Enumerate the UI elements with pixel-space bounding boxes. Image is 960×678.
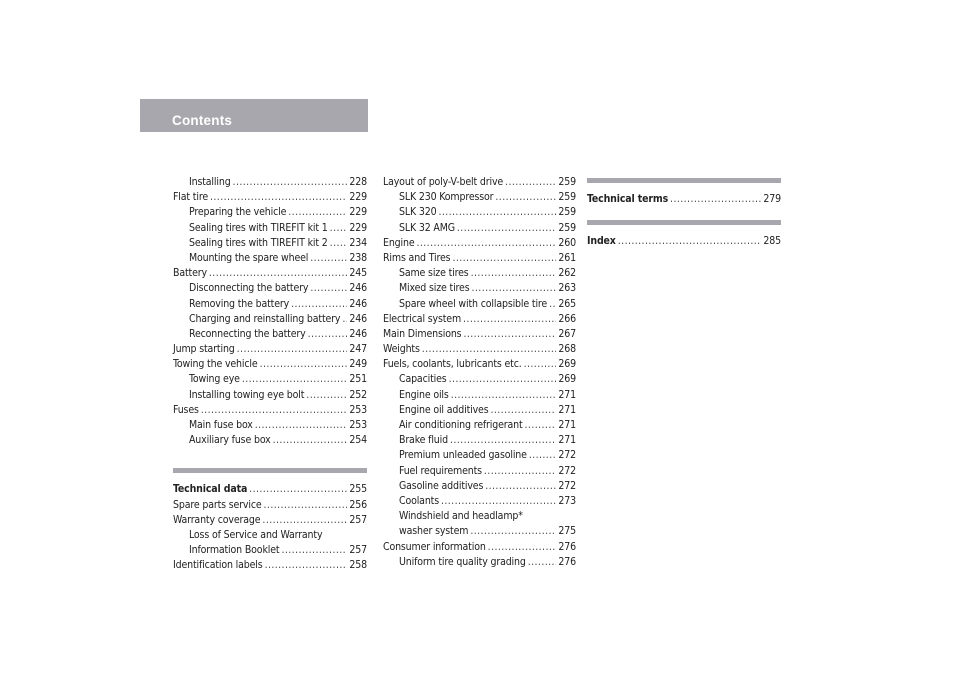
toc-page-number: 228 <box>349 176 367 188</box>
dot-leader <box>549 297 556 312</box>
toc-entry[interactable] <box>383 403 576 418</box>
dot-leader <box>485 479 556 494</box>
toc-page-number: 253 <box>349 403 367 416</box>
toc-entry-label: Sealing tires with TIREFIT kit 1 <box>189 221 328 234</box>
dot-leader <box>488 540 556 555</box>
toc-entry[interactable] <box>383 327 576 342</box>
dot-leader <box>310 281 347 296</box>
toc-entry[interactable] <box>173 357 367 372</box>
toc-entry[interactable] <box>383 433 576 448</box>
toc-entry[interactable] <box>383 479 576 494</box>
toc-entry-label: Battery <box>173 267 207 280</box>
toc-entry-label: Coolants <box>399 494 439 507</box>
toc-entry[interactable] <box>173 433 367 448</box>
toc-page-number: 285 <box>763 235 781 248</box>
toc-page-number: 259 <box>558 221 576 234</box>
toc-entry[interactable] <box>173 205 367 220</box>
toc-page-number: 246 <box>349 282 367 295</box>
toc-entry[interactable] <box>383 175 576 190</box>
dot-leader <box>471 266 556 281</box>
toc-entry[interactable] <box>383 357 576 372</box>
dot-leader <box>618 234 761 249</box>
toc-entry-label: Weights <box>383 343 420 356</box>
toc-entry-label: Spare wheel with collapsible tire <box>399 297 548 310</box>
toc-page-number: 238 <box>349 251 367 264</box>
toc-entry-label: Reconnecting the battery <box>189 327 306 340</box>
dot-leader <box>260 357 347 372</box>
toc-entry[interactable] <box>173 498 367 513</box>
toc-entry-label: Charging and reinstalling battery <box>189 312 341 325</box>
toc-page-number: 246 <box>349 327 367 340</box>
toc-page-number: 271 <box>558 419 576 431</box>
toc-entry-label: Information Booklet <box>189 544 280 557</box>
toc-entry[interactable] <box>383 266 576 281</box>
toc-page-number: 249 <box>349 358 367 371</box>
toc-entry-label: Loss of Service and Warranty <box>189 528 323 541</box>
toc-entry[interactable] <box>383 221 576 236</box>
dot-leader <box>450 433 556 448</box>
toc-page-number: 263 <box>558 282 576 295</box>
toc-page-number: 246 <box>349 297 367 310</box>
toc-entry[interactable] <box>383 190 576 205</box>
toc-entry[interactable] <box>383 494 576 509</box>
dot-leader <box>330 221 347 236</box>
dot-leader <box>262 513 347 528</box>
toc-entry-label: Consumer information <box>383 540 486 553</box>
toc-page-number: 273 <box>558 494 576 507</box>
toc-page-number: 269 <box>558 373 576 386</box>
dot-leader <box>452 251 556 266</box>
toc-entry-label: Fuses <box>173 403 199 416</box>
toc-entry[interactable] <box>173 528 367 543</box>
toc-page-number: 269 <box>558 358 576 371</box>
toc-page-number: 272 <box>558 479 576 492</box>
toc-page-number: 254 <box>349 434 367 447</box>
dot-leader <box>457 221 556 236</box>
toc-page-number: 271 <box>558 434 576 447</box>
toc-entry-label: Gasoline additives <box>399 479 484 492</box>
toc-entry-label: washer system <box>399 525 469 538</box>
toc-page-number: 246 <box>349 312 367 325</box>
dot-leader <box>310 251 347 266</box>
dot-leader <box>463 312 556 327</box>
toc-entry-label: Same size tires <box>399 267 469 280</box>
toc-entry-label: Spare parts service <box>173 498 262 511</box>
dot-leader <box>233 175 347 190</box>
toc-entry-label: Preparing the vehicle <box>189 206 287 219</box>
toc-entry[interactable] <box>173 297 367 312</box>
toc-entry[interactable] <box>383 236 576 251</box>
toc-entry[interactable] <box>173 327 367 342</box>
toc-entry[interactable] <box>383 281 576 296</box>
dot-leader <box>472 281 557 296</box>
dot-leader <box>249 482 347 497</box>
toc-page-number: 229 <box>349 191 367 204</box>
dot-leader <box>422 342 556 357</box>
toc-entry[interactable] <box>173 236 367 251</box>
toc-entry-label: Engine oils <box>399 388 449 401</box>
toc-page-number: 271 <box>558 403 576 416</box>
toc-page-number: 259 <box>558 206 576 219</box>
toc-entry-label: SLK 32 AMG <box>399 221 455 234</box>
toc-entry-label: Flat tire <box>173 191 208 204</box>
toc-page-number: 279 <box>763 193 781 205</box>
dot-leader <box>449 372 556 387</box>
toc-page-number: 259 <box>558 176 576 188</box>
page-title: Contents <box>172 113 233 128</box>
toc-page-number: 253 <box>349 419 367 431</box>
toc-entry-label: Capacities <box>399 373 447 386</box>
dot-leader <box>201 403 347 418</box>
dot-leader <box>265 558 347 573</box>
toc-entry[interactable] <box>173 543 367 558</box>
toc-entry-label: Installing <box>189 176 231 188</box>
dot-leader <box>308 327 347 342</box>
dot-leader <box>291 297 347 312</box>
toc-entry[interactable] <box>383 342 576 357</box>
toc-page-number: 262 <box>558 267 576 280</box>
toc-page-number: 255 <box>349 483 367 496</box>
toc-entry[interactable] <box>383 524 576 539</box>
toc-entry[interactable] <box>173 342 367 357</box>
section-divider <box>587 178 781 183</box>
toc-entry[interactable] <box>383 251 576 266</box>
toc-page-number: 257 <box>349 544 367 557</box>
dot-leader <box>495 190 556 205</box>
toc-entry-label: Jump starting <box>173 343 235 356</box>
toc-entry-label: Main fuse box <box>189 419 253 431</box>
toc-entry[interactable] <box>383 205 576 220</box>
toc-entry-label: Windshield and headlamp* <box>399 510 523 523</box>
toc-entry-label: Layout of poly-V-belt drive <box>383 176 504 188</box>
toc-entry[interactable] <box>173 372 367 387</box>
toc-section-heading[interactable] <box>587 234 781 249</box>
toc-page-number: 256 <box>349 498 367 511</box>
toc-entry[interactable] <box>173 281 367 296</box>
toc-page-number: 257 <box>349 513 367 526</box>
toc-entry-label: Air conditioning refrigerant <box>399 419 523 431</box>
dot-leader <box>470 524 556 539</box>
dot-leader <box>463 327 556 342</box>
toc-entry-label: Removing the battery <box>189 297 290 310</box>
dot-leader <box>330 236 347 251</box>
toc-page-number: 271 <box>558 388 576 401</box>
toc-page-number: 229 <box>349 206 367 219</box>
toc-entry-label: Identification labels <box>173 559 263 572</box>
toc-entry-label: Main Dimensions <box>383 327 462 340</box>
toc-entry-label: Engine oil additives <box>399 403 489 416</box>
toc-entry[interactable] <box>383 509 576 524</box>
toc-section-heading[interactable] <box>587 192 781 207</box>
toc-entry-label: Towing the vehicle <box>173 358 258 371</box>
section-divider <box>173 468 367 473</box>
dot-leader <box>490 403 556 418</box>
dot-leader <box>451 388 556 403</box>
dot-leader <box>505 175 556 190</box>
dot-leader <box>528 555 556 570</box>
dot-leader <box>438 205 556 220</box>
dot-leader <box>264 498 347 513</box>
toc-entry-label: Index <box>587 235 616 248</box>
toc-page-number: 245 <box>349 267 367 280</box>
toc-entry[interactable] <box>173 388 367 403</box>
toc-page-number: 229 <box>349 221 367 234</box>
dot-leader <box>484 464 556 479</box>
toc-column-3 <box>587 178 781 249</box>
toc-entry[interactable] <box>173 221 367 236</box>
toc-entry-label: Auxiliary fuse box <box>189 434 271 447</box>
toc-page-number: 258 <box>349 559 367 572</box>
toc-entry-label: Engine <box>383 236 415 249</box>
toc-page-number: 260 <box>558 236 576 249</box>
toc-page-number: 267 <box>558 327 576 340</box>
toc-entry-label: Disconnecting the battery <box>189 282 309 295</box>
page-header-bar <box>140 99 368 132</box>
toc-entry[interactable] <box>173 403 367 418</box>
toc-page-number: 251 <box>349 373 367 386</box>
dot-leader <box>524 357 556 372</box>
dot-leader <box>288 205 347 220</box>
toc-page-number: 252 <box>349 388 367 401</box>
dot-leader <box>209 266 347 281</box>
toc-page-number: 276 <box>558 555 576 568</box>
toc-entry-label: Technical data <box>173 483 248 496</box>
toc-page-number: 247 <box>349 343 367 356</box>
dot-leader <box>416 236 556 251</box>
toc-entry-label: SLK 320 <box>399 206 437 219</box>
toc-entry-label: Warranty coverage <box>173 513 261 526</box>
toc-entry[interactable] <box>173 190 367 205</box>
toc-entry-label: Installing towing eye bolt <box>189 388 305 401</box>
toc-page-number: 272 <box>558 464 576 477</box>
dot-leader <box>525 418 556 433</box>
toc-page-number: 275 <box>558 525 576 538</box>
toc-column-1 <box>173 175 367 574</box>
toc-entry[interactable] <box>173 312 367 327</box>
dot-leader <box>273 433 347 448</box>
dot-leader <box>670 192 761 207</box>
toc-entry-label: Mounting the spare wheel <box>189 251 309 264</box>
toc-entry-label: Towing eye <box>189 373 240 386</box>
toc-entry[interactable] <box>383 388 576 403</box>
toc-page-number: 234 <box>349 236 367 249</box>
toc-entry-label: Electrical system <box>383 312 462 325</box>
toc-entry-label: Brake fluid <box>399 434 448 447</box>
toc-page-number: 266 <box>558 312 576 325</box>
toc-entry[interactable] <box>173 418 367 433</box>
section-spacer <box>173 448 367 468</box>
toc-entry-label: Fuel requirements <box>399 464 482 477</box>
section-divider <box>587 220 781 225</box>
dot-leader <box>342 312 347 327</box>
toc-page-number: 261 <box>558 251 576 264</box>
dot-leader <box>281 543 347 558</box>
toc-section-heading[interactable] <box>173 482 367 497</box>
toc-entry-label: Technical terms <box>587 193 669 205</box>
toc-entry[interactable] <box>173 558 367 573</box>
dot-leader <box>306 388 347 403</box>
toc-entry[interactable] <box>383 297 576 312</box>
dot-leader <box>210 190 347 205</box>
toc-entry-label: SLK 230 Kompressor <box>399 191 494 204</box>
toc-entry[interactable] <box>383 312 576 327</box>
toc-entry[interactable] <box>173 513 367 528</box>
toc-entry[interactable] <box>173 175 367 190</box>
toc-entry-label: Sealing tires with TIREFIT kit 2 <box>189 236 328 249</box>
toc-entry[interactable] <box>383 448 576 463</box>
toc-entry-label: Fuels, coolants, lubricants etc. <box>383 358 522 371</box>
toc-entry[interactable] <box>383 372 576 387</box>
dot-leader <box>237 342 347 357</box>
dot-leader <box>529 448 556 463</box>
toc-page-number: 268 <box>558 343 576 356</box>
toc-entry[interactable] <box>173 251 367 266</box>
toc-page-number: 259 <box>558 191 576 204</box>
toc-entry[interactable] <box>383 418 576 433</box>
toc-entry-label: Uniform tire quality grading <box>399 555 526 568</box>
toc-entry[interactable] <box>383 464 576 479</box>
dot-leader <box>242 372 347 387</box>
toc-entry[interactable] <box>383 555 576 570</box>
dot-leader <box>255 418 347 433</box>
toc-entry[interactable] <box>383 540 576 555</box>
toc-entry[interactable] <box>173 266 367 281</box>
toc-page-number: 276 <box>558 540 576 553</box>
toc-entry-label: Premium unleaded gasoline <box>399 449 527 462</box>
toc-page-number: 272 <box>558 449 576 462</box>
toc-entry-label: Mixed size tires <box>399 282 470 295</box>
toc-column-2 <box>383 175 576 570</box>
toc-page-number: 265 <box>558 297 576 310</box>
dot-leader <box>441 494 556 509</box>
toc-entry-label: Rims and Tires <box>383 251 451 264</box>
section-spacer <box>587 207 781 220</box>
